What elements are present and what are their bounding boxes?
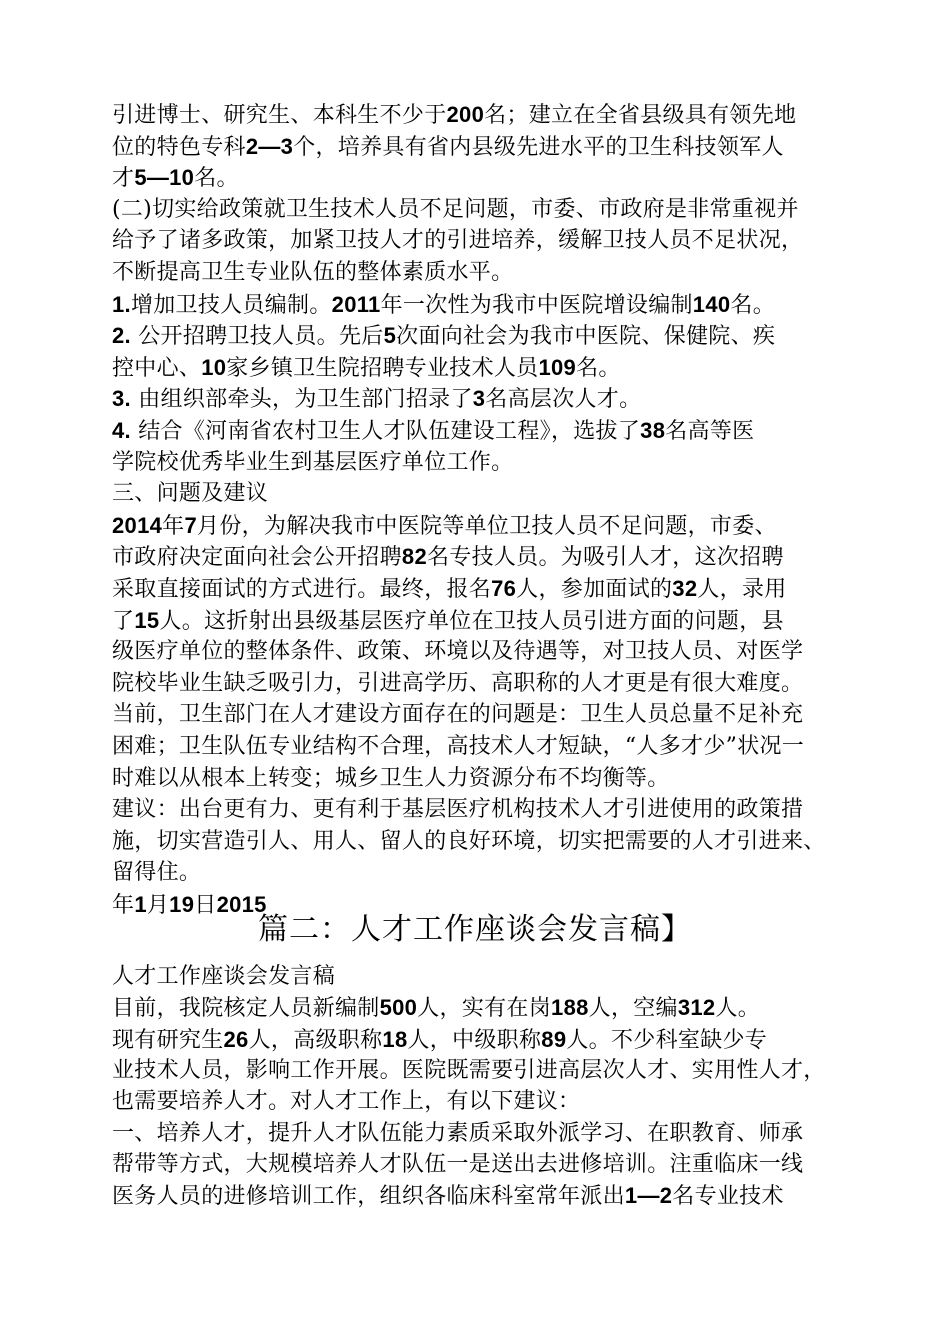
text-run: 级医疗单位的整体条件、政策、环境以及待遇等，对卫技人员、对医学: [112, 639, 804, 665]
text-line: [112, 1025, 767, 1055]
text-run: 名；建立在全省县级具有领先地: [484, 103, 797, 128]
text-run: 困难；卫生队伍专业结构不合理，高技术人才短缺，“人多才少”状况一: [112, 734, 805, 759]
text-run: 公开招聘卫技人员。先后: [130, 324, 384, 350]
text-line: [112, 732, 804, 762]
text-run: 日: [194, 893, 217, 918]
text-run: 院校毕业生缺乏吸引力，引进高学历、高职称的人才更是有很大难度。: [112, 670, 804, 696]
text-line: [112, 1181, 784, 1211]
text-run: 引进博士、研究生、本科生不少于: [112, 103, 447, 128]
text-run: 医务人员的进修培训工作，组织各临床科室常年派出: [112, 1184, 625, 1210]
number-text: 4.: [112, 418, 131, 443]
number-text: 5—10: [134, 165, 195, 191]
text-run: 市政府决定面向社会公开招聘: [112, 545, 402, 571]
text-line: [112, 962, 335, 992]
text-run: 现有研究生: [112, 1027, 224, 1053]
text-run: 帮带等方式，大规模培养人才队伍一是送出去进修培训。注重临床一线: [112, 1151, 804, 1177]
text-run: 控中心、: [112, 355, 202, 381]
text-run: 人，中级职称: [407, 1027, 542, 1053]
text-line: [112, 606, 784, 636]
text-line: [112, 195, 799, 225]
text-run: 人，实有在岗: [417, 996, 552, 1022]
number-text: 89: [541, 1026, 567, 1052]
number-text: 82: [401, 544, 427, 570]
text-run: 名专业技术: [672, 1184, 784, 1210]
text-line: [112, 637, 803, 667]
text-line: [112, 511, 777, 541]
text-run: 时难以从根本上转变；城乡卫生人力资源分布不均衡等。: [112, 765, 670, 791]
number-text: 18: [382, 1026, 408, 1052]
text-line: [112, 764, 670, 794]
number-text: 3: [472, 386, 486, 412]
text-line: [112, 416, 754, 446]
number-text: 188: [551, 995, 589, 1021]
text-run: 位的特色专科: [112, 134, 246, 160]
text-run: 不断提高卫生专业队伍的整体素质水平。: [112, 260, 514, 285]
number-text: 200: [446, 102, 485, 127]
text-run: 名。: [194, 166, 239, 192]
text-run: 给予了诸多政策，加紧卫技人才的引进培养，缓解卫技人员不足状况，: [112, 228, 804, 254]
text-line: [112, 827, 826, 857]
text-line: [112, 700, 803, 730]
section-two-heading: 篇二：人才工作座谈会发言稿】: [258, 912, 692, 947]
number-text: 2015: [216, 892, 267, 917]
text-run: 名高层次人才。: [485, 387, 642, 413]
number-text: 2—3: [245, 133, 294, 159]
text-run: 了: [112, 608, 135, 634]
text-run: 增加卫技人员编制。: [130, 292, 332, 318]
text-run: 年一次性为我市中医院增设编制: [380, 292, 693, 318]
text-run: 月份，为解决我市中医院等单位卫技人员不足问题，市委、: [197, 513, 777, 539]
text-run: 结合《河南省农村卫生人才队伍建设工程》，选拔了: [130, 419, 641, 444]
text-run: 学院校优秀毕业生到基层医疗单位工作。: [112, 449, 514, 475]
text-run: 业技术人员，影响工作开展。医院既需要引进高层次人才、实用性人才，: [112, 1057, 826, 1083]
number-text: 3.: [112, 386, 131, 412]
text-line: [112, 321, 775, 351]
number-text: 140: [692, 291, 731, 317]
number-text: 109: [538, 354, 577, 380]
text-run: 才: [112, 166, 135, 192]
text-run: 留得住。: [112, 860, 202, 886]
number-text: 5: [383, 323, 397, 349]
number-text: 500: [379, 995, 418, 1021]
number-text: 38: [640, 418, 666, 443]
number-text: 76: [491, 576, 517, 601]
text-line: [112, 993, 760, 1023]
number-text: 1.: [112, 291, 131, 317]
text-line: [112, 163, 239, 193]
text-line: [112, 542, 784, 572]
text-run: 人，高级职称: [248, 1027, 383, 1053]
text-run: 次面向社会为我市中医院、保健院、疾: [396, 324, 776, 350]
text-run: 目前，我院核定人员新编制: [112, 996, 380, 1022]
text-run: 个，培养具有省内县级先进水平的卫生科技领军人: [293, 134, 784, 160]
text-run: 人，参加面试的: [516, 577, 673, 602]
text-line: [112, 1150, 803, 1180]
text-run: (二)切实给政策就卫生技术人员不足问题，市委、市政府是非常重视并: [112, 196, 799, 222]
text-run: 人。这折射出县级基层医疗单位在卫技人员引进方面的问题，县: [159, 608, 784, 634]
text-line: [112, 290, 775, 320]
number-text: 26: [223, 1026, 249, 1052]
text-line: [112, 1087, 580, 1117]
text-line: [112, 1119, 803, 1149]
text-run: 人，空编: [588, 996, 678, 1022]
number-text: 2011: [331, 291, 381, 317]
text-run: 三、问题及建议: [112, 481, 269, 507]
text-line: [112, 132, 784, 162]
text-run: 采取直接面试的方式进行。最终，报名: [112, 577, 492, 602]
text-line: [112, 384, 641, 414]
number-text: 1—2: [624, 1183, 673, 1209]
text-run: 当前，卫生部门在人才建设方面存在的问题是：卫生人员总量不足补充: [112, 702, 804, 728]
number-text: 15: [134, 607, 160, 633]
number-text: 32: [672, 576, 698, 601]
text-run: 名。: [730, 292, 776, 318]
text-line: [112, 258, 513, 288]
number-text: 19: [169, 892, 195, 917]
text-run: 由组织部牵头，为卫生部门招录了: [130, 387, 473, 413]
text-line: [112, 795, 803, 825]
text-line: [112, 100, 796, 130]
text-run: 建议：出台更有力、更有利于基层医疗机构技术人才引进使用的政策措: [112, 797, 804, 823]
text-line: [112, 669, 803, 699]
number-text: 10: [201, 354, 227, 380]
text-run: 人，录用: [697, 577, 787, 602]
text-run: 人。不少科室缺少专: [566, 1027, 768, 1053]
text-run: 施，切实营造引人、用人、留人的良好环境，切实把需要的人才引进来、: [112, 828, 826, 854]
text-line: [112, 353, 621, 383]
text-run: 名高等医: [665, 419, 755, 444]
text-run: 一、培养人才，提升人才队伍能力素质采取外派学习、在职教育、师承: [112, 1120, 804, 1146]
text-run: 也需要培养人才。对人才工作上，有以下建议：: [112, 1089, 581, 1115]
text-run: 名专技人员。为吸引人才，这次招聘: [426, 545, 784, 571]
text-run: 月: [146, 893, 170, 918]
text-line: [112, 1056, 826, 1086]
text-run: 人才工作座谈会发言稿: [112, 964, 336, 989]
text-run: 年: [112, 893, 135, 918]
text-run: 年: [162, 513, 185, 539]
text-line: [112, 479, 268, 509]
text-run: 人。: [715, 996, 761, 1022]
text-run: 名。: [576, 355, 621, 381]
text-line: [112, 858, 201, 888]
number-text: 7: [184, 512, 198, 538]
text-line: [112, 226, 803, 256]
text-line: [112, 574, 787, 604]
number-text: 312: [677, 995, 716, 1021]
text-line: [112, 448, 513, 478]
number-text: 1: [134, 892, 147, 917]
number-text: 2.: [112, 323, 131, 349]
text-run: 家乡镇卫生院招聘专业技术人员: [226, 355, 539, 381]
number-text: 2014: [112, 512, 163, 538]
